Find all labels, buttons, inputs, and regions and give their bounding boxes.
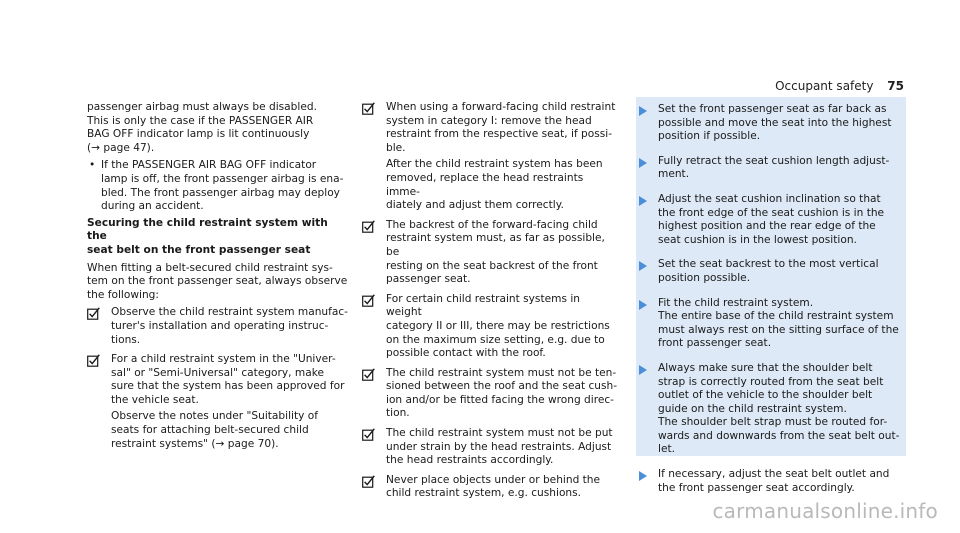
checklist-text: [386, 293, 619, 361]
text-line: outlet of the vehicle to the shoulder belt: [658, 389, 873, 402]
step-text: [658, 362, 906, 457]
text-line: restraint system must, as far as possible, be: [386, 232, 605, 258]
section-heading: [87, 217, 349, 258]
instruction-step: [636, 297, 906, 351]
text-line: the front passenger seat accordingly.: [658, 481, 855, 494]
text-line: position if possible.: [658, 130, 761, 143]
triangle-step-icon: [639, 365, 647, 375]
text-line: Adjust the seat cushion inclination so that: [658, 192, 881, 205]
text-line: passenger seat.: [386, 273, 471, 286]
text-line: This is only the case if the PASSENGER AIR: [87, 114, 314, 127]
text-line: tion.: [386, 407, 410, 420]
step-text: [658, 297, 906, 351]
text-line: highest position and the rear edge of the: [658, 220, 876, 233]
text-line: restraint systems" (→ page 70).: [111, 437, 279, 450]
bullet-dot: •: [89, 159, 96, 172]
text-line: possible and move the seat into the highest: [658, 116, 892, 129]
text-line: tem on the front passenger seat, always observe: [87, 275, 348, 288]
text-line: The child restraint system must not be ten-: [386, 366, 617, 379]
text-line: If necessary, adjust the seat belt outlet and: [658, 468, 890, 481]
checklist: [362, 101, 619, 501]
text-line: For certain child restraint systems in weight: [386, 292, 580, 319]
text-line: the following:: [87, 288, 159, 301]
text-line: For a child restraint system in the "Univer-: [111, 353, 336, 366]
text-line: possible contact with the roof.: [386, 347, 546, 360]
text-line: tions.: [111, 333, 141, 346]
section-title: Occupant safety: [775, 79, 874, 93]
text-line: ion and/or be fitted facing the wrong direc-: [386, 393, 614, 406]
intro-paragraph: [87, 101, 349, 155]
text-line: When fitting a belt-secured child restraint sys-: [87, 261, 333, 274]
step-text: [658, 103, 906, 144]
bullet-item: [87, 159, 349, 213]
body-paragraph: [87, 262, 349, 303]
text-line: sal" or "Semi-Universal" category, make: [111, 366, 324, 379]
text-line: Always make sure that the shoulder belt: [658, 361, 873, 374]
step-text: [658, 155, 906, 182]
instruction-step: [636, 362, 906, 457]
text-line: category II or III, there may be restrictions: [386, 319, 610, 332]
triangle-step-icon: [639, 300, 647, 310]
text-line: front passenger seat.: [658, 337, 772, 350]
step-list: [636, 103, 906, 495]
text-line: BAG OFF indicator lamp is lit continuously: [87, 128, 310, 141]
text-line: Set the seat backrest to the most vertical: [658, 258, 879, 271]
text-line: The shoulder belt strap must be routed for-: [658, 416, 888, 429]
text-line: must always rest on the sitting surface of the: [658, 323, 899, 336]
instruction-step: [636, 468, 906, 495]
step-text: [658, 193, 906, 247]
step-text: [658, 258, 906, 285]
page-header: [775, 79, 904, 93]
checklist: [87, 306, 349, 451]
page-number: 75: [887, 79, 904, 93]
bullet-text: [101, 159, 349, 213]
checklist-note: [111, 410, 349, 451]
checklist-item: [87, 306, 349, 347]
text-line: Fully retract the seat cushion length adjust-: [658, 154, 890, 167]
text-line: seat cushion is in the lowest position.: [658, 233, 857, 246]
text-line: sure that the system has been approved for: [111, 380, 345, 393]
text-line: passenger airbag must always be disabled.: [87, 101, 317, 113]
checklist-item: [362, 219, 619, 287]
text-line: the head restraints accordingly.: [386, 454, 554, 467]
checklist-text: [386, 367, 619, 421]
text-line: diately and adjust them correctly.: [386, 199, 564, 212]
text-line: let.: [658, 443, 675, 456]
instruction-step: [636, 103, 906, 144]
text-line: the vehicle seat.: [111, 393, 199, 406]
step-text: [658, 468, 906, 495]
text-line: turer's installation and operating instruc-: [111, 319, 329, 332]
triangle-step-icon: [639, 261, 647, 271]
text-line: Observe the notes under "Suitability of: [111, 410, 318, 423]
checklist-text: [386, 474, 619, 501]
text-line: on the maximum size setting, e.g. due to: [386, 333, 605, 346]
column-1: [87, 101, 349, 457]
text-line: The entire base of the child restraint system: [658, 310, 894, 323]
checklist-item: [87, 353, 349, 451]
text-line: restraint from the respective seat, if possi-: [386, 128, 613, 141]
checklist-text: [386, 219, 619, 287]
text-line: ment.: [658, 168, 690, 181]
text-line: (→ page 47).: [87, 141, 155, 154]
text-line: position possible.: [658, 271, 751, 284]
column-2: [362, 101, 619, 507]
text-line: When using a forward-facing child restraint: [386, 101, 616, 113]
checklist-item: [362, 101, 619, 213]
checklist-item: [362, 427, 619, 468]
text-line: guide on the child restraint system.: [658, 402, 847, 415]
watermark: carmanualsonline.info: [712, 499, 938, 523]
text-line: The backrest of the forward-facing child: [386, 218, 598, 231]
text-line: Never place objects under or behind the: [386, 473, 601, 486]
text-line: After the child restraint system has been: [386, 158, 603, 171]
text-line: wards and downwards from the seat belt out-: [658, 429, 900, 442]
triangle-step-icon: [639, 471, 647, 481]
checklist-text: [386, 101, 619, 155]
text-line: lamp is off, the front passenger airbag is ena-: [101, 172, 344, 185]
text-line: sioned between the roof and the seat cush-: [386, 380, 618, 393]
triangle-step-icon: [639, 106, 647, 116]
text-line: removed, replace the head restraints imme-: [386, 171, 584, 198]
text-line: the front edge of the seat cushion is in the: [658, 206, 885, 219]
checklist-text: [111, 306, 349, 347]
text-line: seats for attaching belt-secured child: [111, 424, 309, 437]
text-line: child restraint system, e.g. cushions.: [386, 487, 582, 500]
checklist-item: [362, 474, 619, 501]
text-line: strap is correctly routed from the seat belt: [658, 375, 884, 388]
checklist-text: [111, 353, 349, 407]
instruction-step: [636, 155, 906, 182]
text-line: ble.: [386, 141, 406, 154]
text-line: during an accident.: [101, 200, 204, 213]
checklist-text: [386, 427, 619, 468]
text-line: Set the front passenger seat as far back as: [658, 103, 887, 115]
text-line: The child restraint system must not be put: [386, 427, 613, 440]
text-line: bled. The front passenger airbag may deploy: [101, 186, 340, 199]
checklist-item: [362, 367, 619, 421]
checklist-item: [362, 293, 619, 361]
text-line: seat belt on the front passenger seat: [87, 243, 311, 256]
text-line: If the PASSENGER AIR BAG OFF indicator: [101, 159, 317, 172]
triangle-step-icon: [639, 158, 647, 168]
instruction-step: [636, 258, 906, 285]
instruction-step: [636, 193, 906, 247]
text-line: Observe the child restraint system manufac-: [111, 306, 348, 319]
text-line: system in category I: remove the head: [386, 114, 592, 127]
text-line: under strain by the head restraints. Adjust: [386, 440, 612, 453]
text-line: Fit the child restraint system.: [658, 296, 814, 309]
checklist-note: [386, 158, 619, 212]
triangle-step-icon: [639, 196, 647, 206]
text-line: Securing the child restraint system with the: [87, 216, 328, 243]
text-line: resting on the seat backrest of the front: [386, 259, 598, 272]
instruction-panel: [636, 97, 906, 494]
